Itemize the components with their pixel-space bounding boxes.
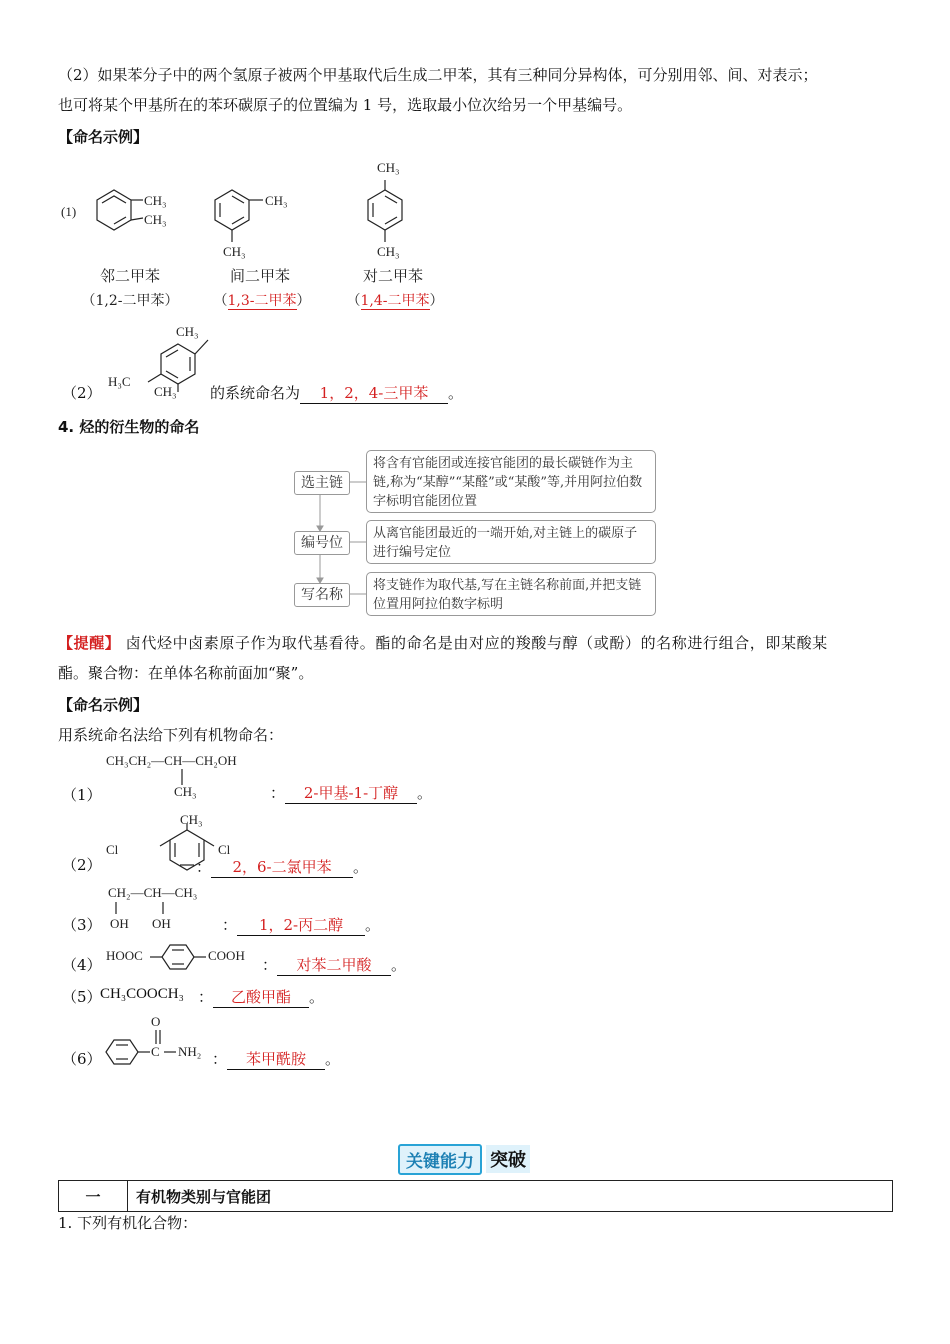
naming-task: 用系统命名法给下列有机物命名： bbox=[58, 726, 284, 744]
item-3-oh-2: OH bbox=[152, 916, 171, 931]
para-name: 对二甲苯 bbox=[362, 267, 423, 285]
item-2-ch3: CH₃ bbox=[180, 812, 203, 827]
item-6-num: （6） bbox=[62, 1050, 102, 1068]
trimethyl-prefix: （2） bbox=[62, 384, 102, 402]
ortho-open: （ bbox=[81, 293, 96, 309]
flow-step-2-desc: 从离官能团最近的一端开始,对主链上的碳原子进行编号定位 bbox=[366, 520, 656, 564]
para-ring bbox=[368, 180, 402, 242]
meta-open: （ bbox=[213, 293, 228, 309]
intro-line-1: （2）如果苯分子中的两个氢原子被两个甲基取代后生成二甲苯，其有三种同分异构体，可分别用邻、间、对表示； bbox=[58, 66, 818, 84]
item-2-num: （2） bbox=[62, 856, 102, 874]
item-3-end: 。 bbox=[365, 916, 381, 934]
trimethyl-label: 的系统命名为 bbox=[210, 384, 301, 402]
xylene-figure bbox=[55, 160, 475, 320]
ortho-prefix: (1) bbox=[61, 204, 77, 219]
trimethyl-text bbox=[210, 382, 463, 404]
item-4 bbox=[58, 942, 558, 978]
para-ch3-a: CH₃ bbox=[377, 160, 400, 175]
item-2-cl-right: Cl bbox=[218, 842, 231, 857]
trimethyl-end: 。 bbox=[448, 384, 464, 402]
banner-text: 突破 bbox=[486, 1145, 530, 1173]
meta-ch3-a: CH₃ bbox=[265, 193, 288, 208]
item-4-answer-wrap bbox=[262, 954, 406, 976]
item-4-end: 。 bbox=[391, 956, 407, 974]
item-3-answer-wrap bbox=[222, 914, 380, 936]
flow-step-1-desc: 将含有官能团或连接官能团的最长碳链作为主链,称为“某醇”“某醛”或“某酸”等,并用阿拉伯数字标明官能团位置 bbox=[366, 450, 656, 513]
flow-step-2-label: 编号位 bbox=[294, 531, 350, 555]
item-4-num: （4） bbox=[62, 956, 102, 974]
para-ch3-b: CH₃ bbox=[377, 244, 400, 259]
item-4-left: HOOC bbox=[106, 948, 143, 963]
item-6-c: C bbox=[151, 1044, 160, 1059]
meta-name: 间二甲苯 bbox=[229, 267, 290, 285]
ortho-ch3-a: CH₃ bbox=[144, 193, 167, 208]
item-6-o: O bbox=[151, 1014, 161, 1029]
para-close: ） bbox=[429, 293, 444, 309]
item-6-nh2: NH₂ bbox=[178, 1044, 202, 1059]
item-5 bbox=[58, 984, 558, 1010]
trimethyl-h3c: H₃C bbox=[108, 374, 131, 389]
key-ability-banner bbox=[398, 1146, 530, 1172]
item-6 bbox=[58, 1016, 558, 1072]
banner-badge: 关键能力 bbox=[398, 1144, 482, 1175]
item-3-colon: ： bbox=[222, 916, 238, 934]
item-1-num: （1） bbox=[62, 786, 102, 804]
meta-systematic-wrap bbox=[197, 290, 327, 310]
item-3 bbox=[58, 884, 558, 934]
item-5-formula: CH₃COOCH₃ bbox=[100, 986, 184, 1002]
item-1-end: 。 bbox=[417, 784, 433, 802]
meta-systematic: 1,3-二甲苯 bbox=[227, 293, 297, 309]
item-1 bbox=[58, 752, 558, 807]
ortho-name: 邻二甲苯 bbox=[99, 267, 160, 285]
ortho-systematic: 1,2-二甲苯 bbox=[95, 293, 165, 309]
para-open: （ bbox=[346, 293, 361, 309]
reminder-line-1 bbox=[58, 628, 898, 658]
naming-flowchart bbox=[290, 450, 660, 620]
trimethyl-ch3-top: CH₃ bbox=[176, 324, 199, 339]
para-systematic-wrap bbox=[330, 290, 460, 310]
item-2-cl-left: Cl bbox=[106, 842, 119, 857]
item-2-answer-wrap bbox=[196, 856, 368, 878]
ortho-close: ） bbox=[164, 293, 179, 309]
intro-line-2: 也可将某个甲基所在的苯环碳原子的位置编为 1 号，选取最小位次给另一个甲基编号。 bbox=[58, 96, 633, 114]
flow-step-1-label: 选主链 bbox=[294, 471, 350, 495]
ortho-ch3-b: CH₃ bbox=[144, 212, 167, 227]
item-6-colon: ： bbox=[212, 1050, 228, 1068]
item-5-answer: 乙酸甲酯 bbox=[213, 987, 309, 1008]
item-5-num: （5） bbox=[62, 988, 102, 1006]
item-5-end: 。 bbox=[309, 988, 325, 1006]
ortho-systematic-wrap bbox=[70, 290, 190, 310]
item-4-colon: ： bbox=[262, 956, 278, 974]
item-2 bbox=[58, 812, 558, 882]
item-4-right: COOH bbox=[208, 948, 245, 963]
example-heading-2: 【命名示例】 bbox=[58, 696, 149, 714]
item-6-answer: 苯甲酰胺 bbox=[227, 1049, 325, 1070]
meta-ch3-b: CH₃ bbox=[223, 244, 246, 259]
xylene-structures bbox=[55, 160, 475, 270]
item-1-branch: CH₃ bbox=[174, 784, 197, 799]
item-4-answer: 对苯二甲酸 bbox=[277, 955, 391, 976]
item-5-colon: ： bbox=[198, 988, 214, 1006]
item-3-num: （3） bbox=[62, 916, 102, 934]
item-2-colon: ： bbox=[196, 858, 212, 876]
item-1-colon: ： bbox=[270, 784, 286, 802]
item-6-end: 。 bbox=[325, 1050, 341, 1068]
reminder-line-2: 酯。聚合物：在单体名称前面加“聚”。 bbox=[58, 664, 314, 682]
item-1-answer: 2-甲基-1-丁醇 bbox=[285, 783, 417, 804]
item-1-formula: CH₃CH₂—CH—CH₂OH bbox=[106, 753, 237, 768]
reminder-label: 【提醒】 bbox=[58, 634, 121, 652]
meta-ring bbox=[215, 190, 263, 242]
trimethyl-ch3-bottom: CH₃ bbox=[154, 384, 177, 399]
item-3-answer: 1，2-丙二醇 bbox=[237, 915, 365, 936]
question-1: 1. 下列有机化合物： bbox=[58, 1214, 198, 1232]
section4-heading: 4. 烃的衍生物的命名 bbox=[58, 418, 200, 436]
item-3-oh-1: OH bbox=[110, 916, 129, 931]
item-2-answer: 2，6-二氯甲苯 bbox=[211, 857, 353, 878]
item-3-formula: CH₂—CH—CH₃ bbox=[108, 885, 198, 900]
item-4-ring bbox=[150, 942, 214, 972]
example-heading-1: 【命名示例】 bbox=[58, 128, 149, 146]
meta-close: ） bbox=[296, 293, 311, 309]
flow-step-3-label: 写名称 bbox=[294, 583, 350, 607]
item-5-answer-wrap bbox=[198, 986, 324, 1008]
ortho-ring bbox=[97, 190, 143, 230]
trimethyl-row bbox=[58, 322, 658, 407]
para-systematic: 1,4-二甲苯 bbox=[360, 293, 430, 309]
item-6-answer-wrap bbox=[212, 1048, 340, 1070]
reminder-text-1: 卤代烃中卤素原子作为取代基看待。酯的命名是由对应的羧酸与醇（或酚）的名称进行组合，即某酸某 bbox=[125, 634, 828, 652]
trimethyl-answer: 1，2，4-三甲苯 bbox=[300, 383, 448, 404]
section-title: 有机物类别与官能团 bbox=[128, 1181, 893, 1212]
item-3-bonds bbox=[108, 900, 218, 916]
item-2-end: 。 bbox=[353, 858, 369, 876]
item-1-answer-wrap bbox=[270, 782, 432, 804]
section-number: 一 bbox=[59, 1181, 128, 1212]
flow-step-3-desc: 将支链作为取代基,写在主链名称前面,并把支链位置用阿拉伯数字标明 bbox=[366, 572, 656, 616]
